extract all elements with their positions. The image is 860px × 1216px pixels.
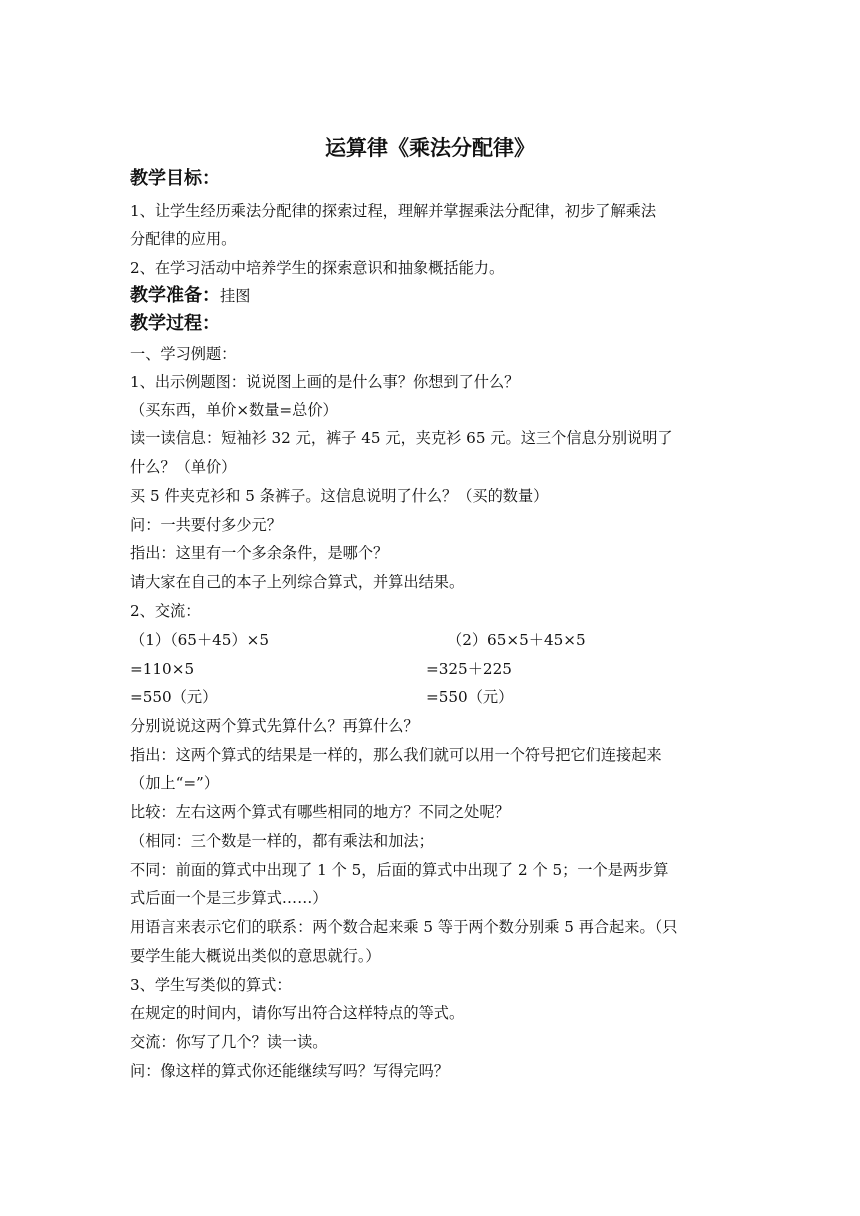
process-line: 在规定的时间内，请你写出符合这样特点的等式。 [130,1004,465,1022]
process-line: 什么？（单价） [130,458,237,476]
calc-right-line: =550（元） [426,688,514,706]
process-line: 问：一共要付多少元？ [130,516,282,534]
process-line: 式后面一个是三步算式……） [130,889,328,907]
heading-prep [130,285,250,307]
heading-prep-label: 教学准备： [130,285,220,306]
process-line: 3、学生写类似的算式： [130,976,292,994]
goal-line: 1、让学生经历乘法分配律的探索过程，理解并掌握乘法分配律，初步了解乘法 [130,202,657,220]
goal-line: 分配律的应用。 [130,230,237,248]
heading-process: 教学过程： [130,313,220,334]
process-line: 买 5 件夹克衫和 5 条裤子。这信息说明了什么？（买的数量） [130,487,549,505]
process-line: 用语言来表示它们的联系：两个数合起来乘 5 等于两个数分别乘 5 再合起来。（只 [130,918,678,936]
process-line: 一、学习例题： [130,345,237,363]
calc-left-line: =110×5 [130,660,195,678]
calc-right-line: =325＋225 [426,660,512,678]
process-line: （相同：三个数是一样的，都有乘法和加法； [130,832,434,850]
process-line: 分别说说这两个算式先算什么？再算什么？ [130,717,419,735]
process-line: （买东西，单价×数量=总价） [130,401,338,419]
heading-prep-value: 挂图 [220,287,251,305]
heading-goals: 教学目标： [130,168,220,189]
process-line: 要学生能大概说出类似的意思就行。） [130,947,381,965]
process-line: 读一读信息：短袖衫 32 元，裤子 45 元，夹克衫 65 元。这三个信息分别说明了 [130,429,673,447]
process-line: 不同：前面的算式中出现了 1 个 5，后面的算式中出现了 2 个 5；一个是两步算 [130,861,669,879]
process-line: 指出：这里有一个多余条件，是哪个？ [130,544,389,562]
goal-line: 2、在学习活动中培养学生的探索意识和抽象概括能力。 [130,259,505,277]
process-line: 1、出示例题图：说说图上画的是什么事？你想到了什么？ [130,373,520,391]
document-title: 运算律《乘法分配律》 [325,136,535,160]
calc-right-line: （2）65×5＋45×5 [447,631,586,649]
process-line: 比较：左右这两个算式有哪些相同的地方？不同之处呢？ [130,803,510,821]
process-line: 问：像这样的算式你还能继续写吗？写得完吗？ [130,1062,449,1080]
process-line: 请大家在自己的本子上列综合算式，并算出结果。 [130,573,465,591]
process-line: （加上“=”） [130,774,220,792]
process-line: 交流：你写了几个？读一读。 [130,1033,328,1051]
calc-left-line: （1）（65＋45）×5 [130,631,270,649]
process-line: 指出：这两个算式的结果是一样的，那么我们就可以用一个符号把它们连接起来 [130,746,662,764]
calc-left-line: =550（元） [130,688,218,706]
process-line: 2、交流： [130,602,201,620]
